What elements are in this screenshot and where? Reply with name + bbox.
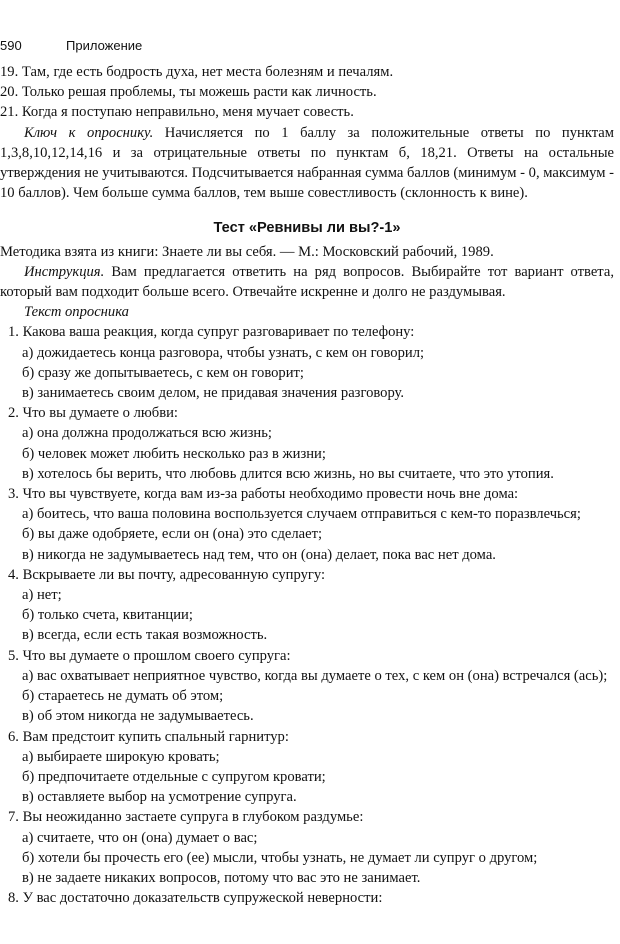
question-2: 2. Что вы думаете о любви: — [8, 405, 178, 422]
answer-option: а) выбираете широкую кровать; — [22, 748, 220, 765]
question-4: 4. Вскрываете ли вы почту, адресованную супругу: — [8, 566, 326, 583]
statement-item: 19. Там, где есть бодрость духа, нет места болезням и печалям. — [0, 64, 394, 80]
instruction-label: Инструкция. — [24, 263, 105, 280]
answer-option: в) никогда не задумываетесь над тем, что он (она) делает, пока вас нет дома. — [22, 546, 496, 563]
page-body — [0, 62, 614, 908]
statement-item: 21. Когда я поступаю неправильно, меня мучает совесть. — [0, 104, 354, 121]
answer-option: б) предпочитаете отдельные с супругом кровати; — [22, 768, 326, 785]
questionnaire-label: Текст опросника — [24, 304, 129, 321]
answer-option: в) оставляете выбор на усмотрение супруга. — [22, 789, 297, 806]
answer-option: а) вас охватывает неприятное чувство, когда вы думаете о тех, с кем он (она) встречался (ась); — [22, 667, 608, 684]
answer-option: в) об этом никогда не задумываетесь. — [22, 708, 254, 725]
question-7: 7. Вы неожиданно застаете супруга в глубоком раздумье: — [8, 809, 364, 826]
question-6: 6. Вам предстоит купить спальный гарнитур: — [8, 728, 289, 745]
answer-key-label: Ключ к опроснику. — [24, 124, 154, 141]
question-5: 5. Что вы думаете о прошлом своего супруга: — [8, 647, 291, 664]
statement-item: 20. Только решая проблемы, ты можешь расти как личность. — [0, 84, 377, 101]
test-title: Тест «Ревнивы ли вы?-1» — [213, 220, 401, 237]
answer-key-text: Начисляется по 1 баллу за положительные ответы по пунктам 1,3,8,10,12,14,16 и за отрицательные ответы по пунктам б, 18,21. Ответы на остальные утверждения не учитываются. Подсчитывается набранная сумма баллов (минимум - 0, максимум - 10 баллов). Чем больше сумма баллов, тем выше совестливость (склонность к вине). — [0, 124, 614, 202]
answer-option: а) нет; — [22, 587, 62, 604]
answer-option: а) она должна продолжаться всю жизнь; — [22, 425, 272, 442]
answer-option: б) только счета, квитанции; — [22, 607, 193, 624]
instruction-text: Вам предлагается ответить на ряд вопросов. Выбирайте тот вариант ответа, который вам подходит больше всего. Отвечайте искренне и долго не раздумывая. — [0, 263, 614, 301]
answer-option: а) считаете, что он (она) думает о вас; — [22, 829, 258, 846]
answer-option: б) вы даже одобряете, если он (она) это сделает; — [22, 526, 323, 543]
answer-option: б) сразу же допытываетесь, с кем он говорит; — [22, 364, 304, 381]
page-number: 590 — [0, 38, 22, 53]
test-source: Методика взята из книги: Знаете ли вы себя. — М.: Московский рабочий, 1989. — [0, 243, 494, 260]
answer-option: а) дожидаетесь конца разговора, чтобы узнать, с кем он говорил; — [22, 344, 425, 361]
answer-option: в) занимаетесь своим делом, не придавая значения разговору. — [22, 385, 405, 402]
answer-option: в) всегда, если есть такая возможность. — [22, 627, 268, 644]
answer-key — [0, 123, 614, 204]
section-title: Приложение — [66, 38, 143, 53]
question-3: 3. Что вы чувствуете, когда вам из-за работы необходимо провести ночь вне дома: — [8, 486, 519, 503]
question-8: 8. У вас достаточно доказательств супружеской неверности: — [8, 890, 383, 907]
answer-option: б) стараетесь не думать об этом; — [22, 688, 224, 705]
answer-option: в) не задаете никаких вопросов, потому что вас это не занимает. — [22, 869, 421, 886]
answer-option: б) человек может любить несколько раз в жизни; — [22, 445, 326, 462]
answer-option: б) хотели бы прочесть его (ее) мысли, чтобы узнать, не думает ли супруг о другом; — [22, 849, 538, 866]
test-instruction — [0, 262, 614, 302]
question-list — [0, 322, 614, 908]
question-1: 1. Какова ваша реакция, когда супруг разговаривает по телефону: — [8, 324, 415, 341]
answer-option: в) хотелось бы верить, что любовь длится всю жизнь, но вы считаете, что это утопия. — [22, 465, 554, 482]
answer-option: а) боитесь, что ваша половина воспользуется случаем отправиться с кем-то поразвлечься; — [22, 506, 581, 523]
